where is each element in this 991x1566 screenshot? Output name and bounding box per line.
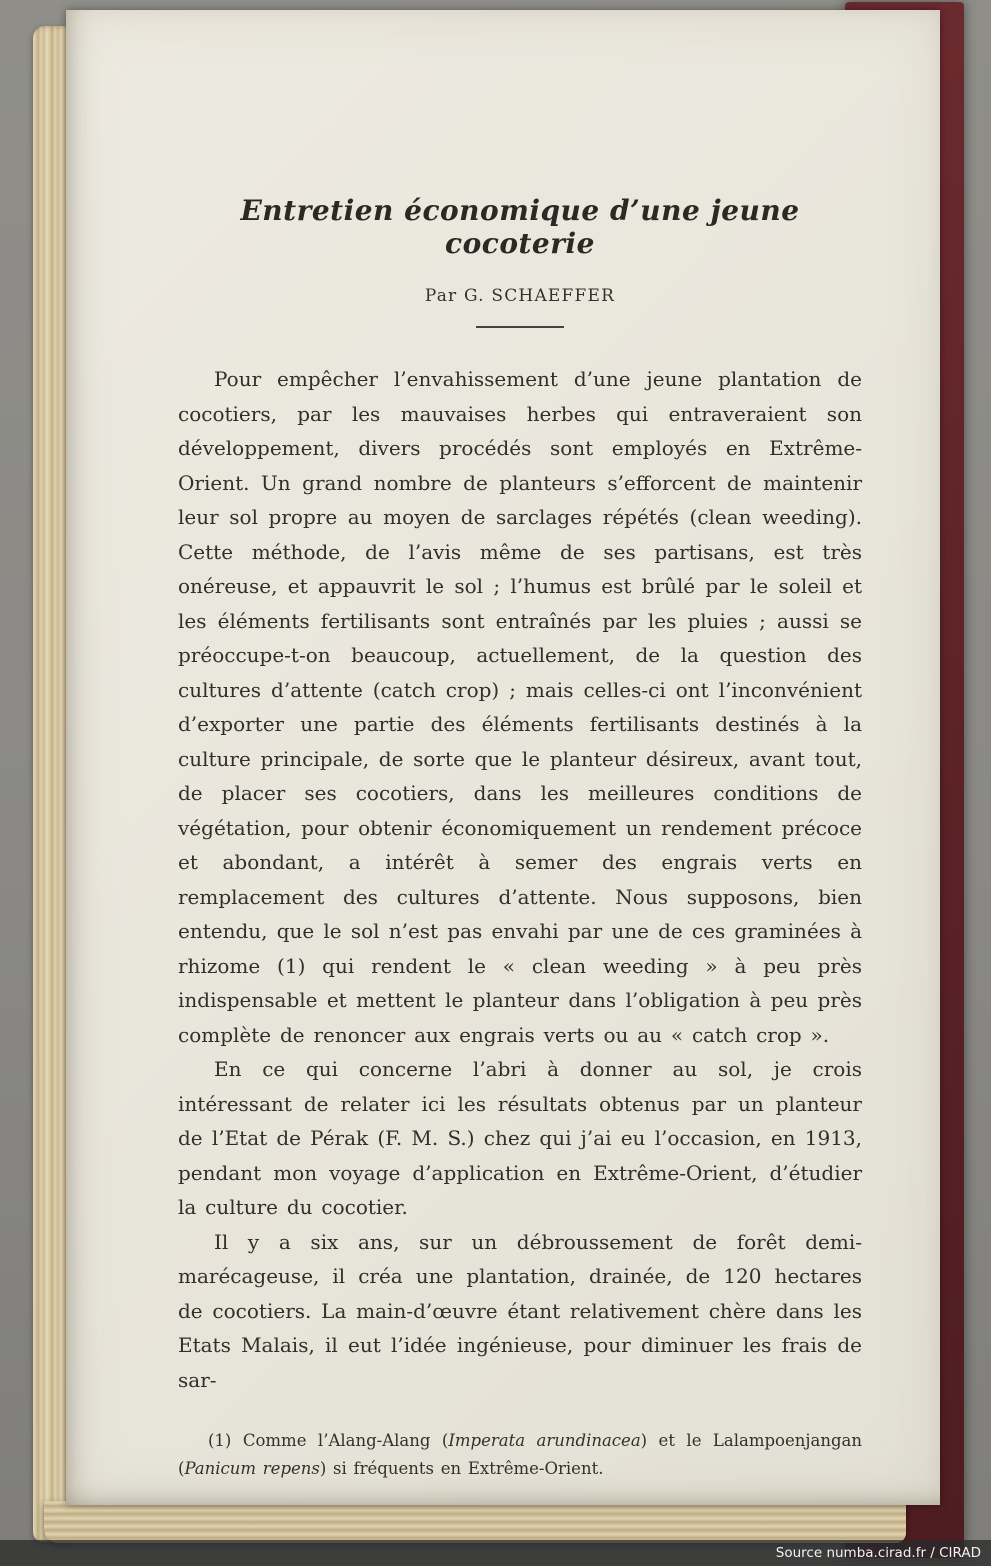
article-byline: Par G. SCHAEFFER	[424, 286, 616, 306]
footnote-species-name: Panicum repens	[184, 1459, 320, 1478]
article-title: Entretien économique d’une jeune cocoterie	[240, 194, 800, 260]
book-page-edges-bottom	[44, 1501, 906, 1543]
article-body	[178, 362, 862, 1397]
body-paragraph: En ce qui concerne l’abri à donner au sol, je crois intéressant de relater ici les résultats obtenus par un planteur de l’Etat de Pérak (F. M. S.) chez qui j’ai eu l’occasion, en 1913, pendant mon voyage d’application en Extrême-Orient, d’étudier la culture du cocotier.	[178, 1057, 862, 1219]
footnote-text: (1) Comme l’Alang-Alang (	[208, 1431, 449, 1450]
footnote	[178, 1427, 862, 1483]
footnote-text: ) et le Lalampoenjangan (	[178, 1431, 862, 1478]
footnote-text: ) si fréquents en Extrême-Orient.	[319, 1459, 604, 1478]
source-bar	[0, 1540, 991, 1566]
source-credit: Source numba.cirad.fr / CIRAD	[775, 1545, 981, 1561]
body-paragraph: Pour empêcher l’envahissement d’une jeune plantation de cocotiers, par les mauvaises herbes qui entraveraient son développement, divers procédés sont employés en Extrême-Orient. Un grand nombre de planteurs s’efforcent de maintenir leur sol propre au moyen de sarclages répétés (clean weeding). Cette méthode, de l’avis même de ses partisans, est très onéreuse, et appauvrit le sol ; l’humus est brûlé par le soleil et les éléments fertilisants sont entraînés par les pluies ; aussi se préoccupe-t-on beaucoup, actuellement, de la question des cultures d’attente (catch crop) ; mais celles-ci ont l’inconvénient d’exporter une partie des éléments fertilisants destinés à la culture principale, de sorte que le planteur désireux, avant tout, de placer ses cocotiers, dans les meilleures conditions de végétation, pour obtenir économiquement un rendement précoce et abondant, a intérêt à semer des engrais verts en remplacement des cultures d’attente. Nous supposons, bien entendu, que le sol n’est pas envahi par une de ces graminées à rhizome (1) qui rendent le « clean weeding » à peu près indispensable et mettent le planteur dans l’obligation à peu près complète de renoncer aux engrais verts ou au « catch crop ».	[178, 367, 862, 1047]
footnote-species-name: Imperata arundinacea	[448, 1431, 641, 1450]
book-page	[66, 10, 940, 1505]
body-paragraph: Il y a six ans, sur un débroussement de forêt demi-marécageuse, il créa une plantation, drainée, de 120 hectares de cocotiers. La main-d’œuvre étant relativement chère dans les Etats Malais, il eut l’idée ingénieuse, pour diminuer les frais de sar-	[178, 1229, 862, 1392]
title-divider	[476, 326, 564, 328]
